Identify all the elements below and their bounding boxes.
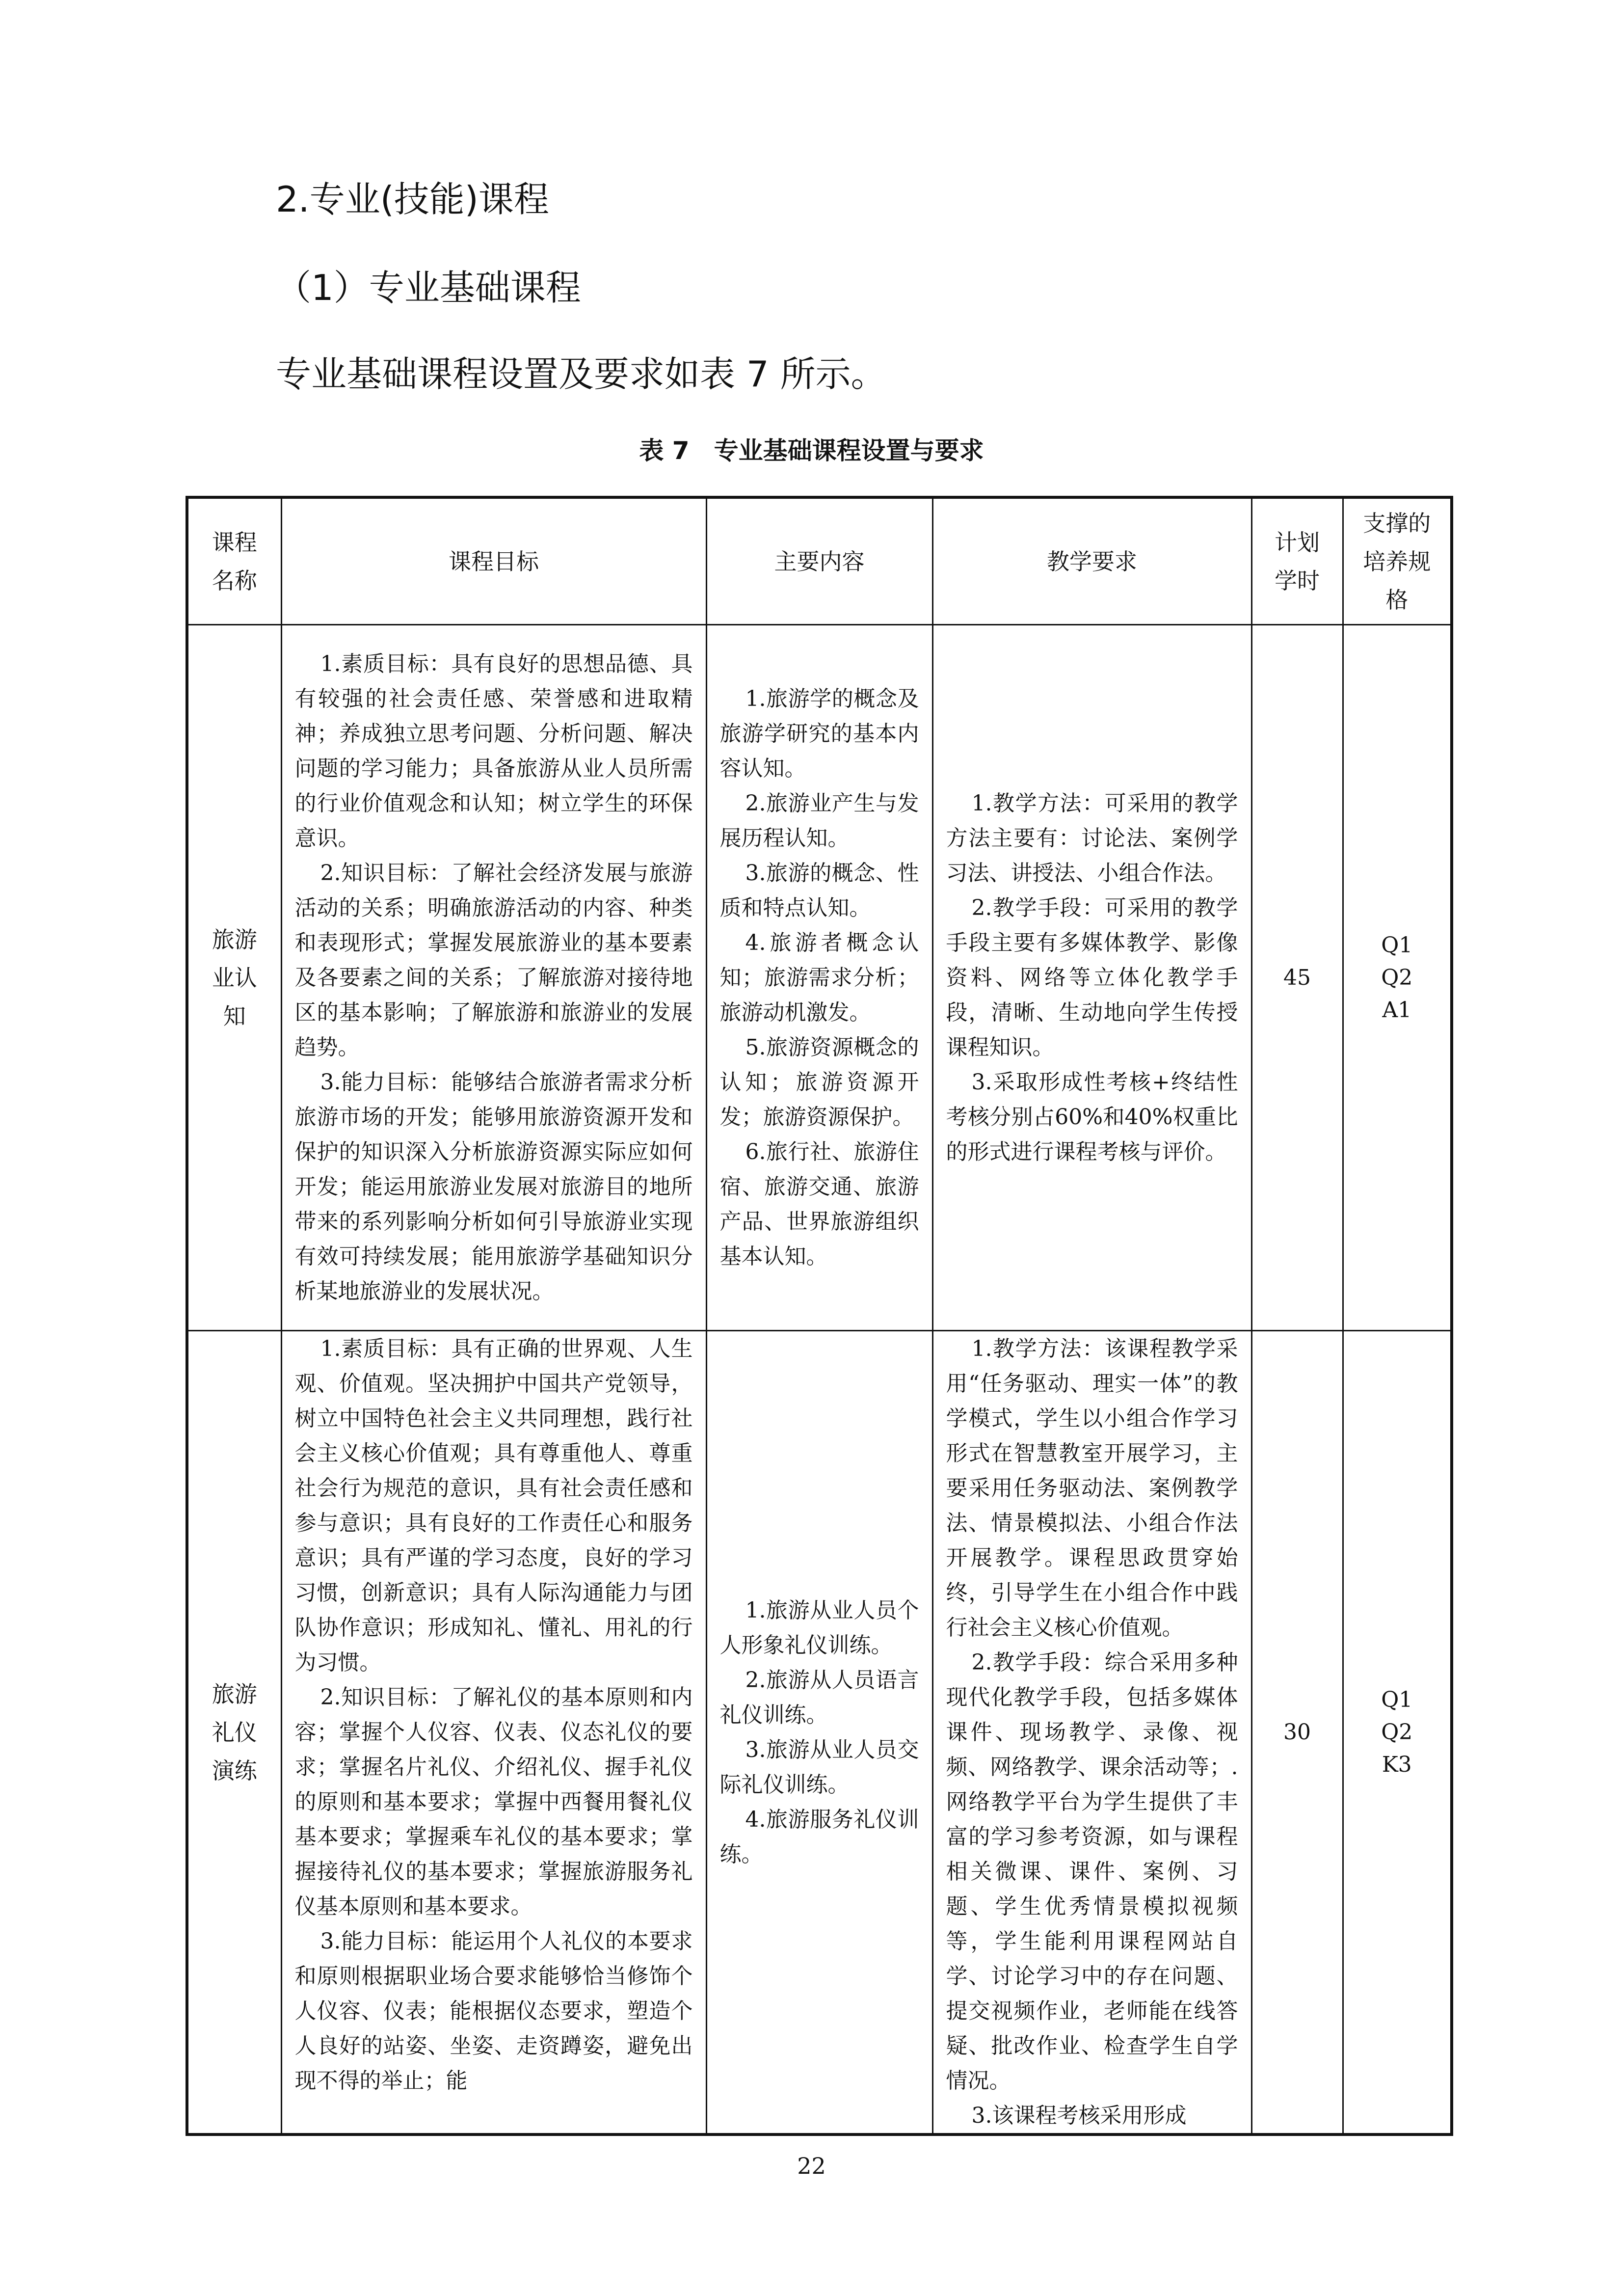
course-goal-cell [281,625,706,1331]
main-content-cell [706,1331,932,2135]
header-teaching-requirement: 教学要求 [932,497,1251,625]
content-item: 1.旅游从业人员个人形象礼仪训练。 [719,1597,919,1658]
teaching-requirement-cell [932,625,1251,1331]
spec-code: Q1 [1381,932,1413,958]
content-item: 5.旅游资源概念的认知；旅游资源开发；旅游资源保护。 [719,1035,919,1130]
goal-paragraph: 2.知识目标：了解礼仪的基本原则和内容；掌握个人仪容、仪表、仪态礼仪的要求；掌握名片礼仪、介绍礼仪、握手礼仪的原则和基本要求；掌握中西餐用餐礼仪基本要求；掌握乘车礼仪的基本要求；掌握接待礼仪的基本要求；掌握旅游服务礼仪基本原则和基本要求。 [294,1685,693,1919]
requirement-paragraph: 3.该课程考核采用形成 [971,2103,1187,2128]
spec-code: K3 [1382,1752,1412,1777]
table-row [187,1331,1452,2135]
planned-hours-cell: 30 [1251,1331,1343,2135]
goal-paragraph: 3.能力目标：能运用个人礼仪的本要求和原则根据职业场合要求能够恰当修饰个人仪容、仪表；能根据仪态要求，塑造个人良好的站姿、坐姿、走资蹲姿，避免出现不得的举止；能 [294,1929,693,2093]
content-item: 4.旅游者概念认知；旅游需求分析；旅游动机激发。 [719,930,919,1025]
content-item: 3.旅游从业人员交际礼仪训练。 [719,1737,919,1797]
main-content-cell [706,625,932,1331]
supported-spec-cell [1343,625,1452,1331]
requirement-paragraph: 2.教学手段：可采用的教学手段主要有多媒体教学、影像资料、网络等立体化教学手段，清晰、生动地向学生传授课程知识。 [946,895,1238,1060]
header-course-name: 课程名称 [187,497,281,625]
spec-code: Q2 [1381,965,1413,990]
intro-paragraph: 专业基础课程设置及要求如表 7 所示。 [276,353,886,395]
content-item: 1.旅游学的概念及旅游学研究的基本内容认知。 [719,686,919,781]
spec-code: A1 [1382,997,1412,1023]
requirement-paragraph: 1.教学方法：可采用的教学方法主要有：讨论法、案例学习法、讲授法、小组合作法。 [946,791,1238,886]
content-item: 2.旅游从人员语言礼仪训练。 [719,1667,919,1728]
planned-hours-cell: 45 [1251,625,1343,1331]
spec-code: Q1 [1381,1687,1413,1712]
supported-spec-cell [1343,1331,1452,2135]
teaching-requirement-cell [932,1331,1251,2135]
content-item: 2.旅游业产生与发展历程认知。 [719,791,919,851]
requirement-paragraph: 3.采取形成性考核+终结性考核分别占60%和40%权重比的形式进行课程考核与评价。 [946,1070,1238,1164]
table-caption: 表 7 专业基础课程设置与要求 [639,436,984,465]
course-name-cell: 旅游礼仪演练 [187,1331,281,2135]
header-course-goal: 课程目标 [281,497,706,625]
goal-paragraph: 2.知识目标：了解社会经济发展与旅游活动的关系；明确旅游活动的内容、种类和表现形式；掌握发展旅游业的基本要素及各要素之间的关系；了解旅游对接待地区的基本影响；了解旅游和旅游业的发展趋势。 [294,861,693,1060]
goal-paragraph: 1.素质目标：具有正确的世界观、人生观、价值观。坚决拥护中国共产党领导，树立中国特色社会主义共同理想，践行社会主义核心价值观；具有尊重他人、尊重社会行为规范的意识，具有社会责任感和参与意识；具有良好的工作责任心和服务意识；具有严谨的学习态度，良好的学习习惯，创新意识；具有人际沟通能力与团队协作意识；形成知礼、懂礼、用礼的行为习惯。 [294,1336,693,1675]
header-planned-hours: 计划学时 [1251,497,1343,625]
requirement-paragraph: 1.教学方法：该课程教学采用“任务驱动、理实一体”的教学模式，学生以小组合作学习形式在智慧教室开展学习，主要采用任务驱动法、案例教学法、情景模拟法、小组合作法开展教学。课程思政贯穿始终，引导学生在小组合作中践行社会主义核心价值观。 [946,1336,1238,1640]
header-main-content: 主要内容 [706,497,932,625]
header-supported-spec: 支撑的培养规格 [1343,497,1452,625]
goal-paragraph: 1.素质目标：具有良好的思想品德、具有较强的社会责任感、荣誉感和进取精神；养成独立思考问题、分析问题、解决问题的学习能力；具备旅游从业人员所需的行业价值观念和认知；树立学生的环保意识。 [294,651,693,851]
table-row [187,625,1452,1331]
section-heading: 2.专业(技能)课程 [276,179,549,220]
course-table [186,496,1453,2136]
spec-code: Q2 [1381,1719,1413,1745]
content-item: 4.旅游服务礼仪训练。 [719,1807,919,1867]
content-item: 3.旅游的概念、性质和特点认知。 [719,861,919,920]
course-name-cell: 旅游业认知 [187,625,281,1331]
goal-paragraph: 3.能力目标：能够结合旅游者需求分析旅游市场的开发；能够用旅游资源开发和保护的知识深入分析旅游资源实际应如何开发；能运用旅游业发展对旅游目的地所带来的系列影响分析如何引导旅游业实现有效可持续发展；能用旅游学基础知识分析某地旅游业的发展状况。 [294,1070,693,1304]
table-header-row [187,497,1452,625]
course-goal-cell [281,1331,706,2135]
subsection-heading: （1）专业基础课程 [276,267,581,308]
page-number: 22 [797,2153,826,2179]
content-item: 6.旅行社、旅游住宿、旅游交通、旅游产品、世界旅游组织基本认知。 [719,1139,919,1269]
requirement-paragraph: 2.教学手段：综合采用多种现代化教学手段，包括多媒体课件、现场教学、录像、视频、网络教学、课余活动等；.网络教学平台为学生提供了丰富的学习参考资源，如与课程相关微课、课件、案例、习题、学生优秀情景模拟视频等，学生能利用课程网站自学、讨论学习中的存在问题、提交视频作业，老师能在线答疑、批改作业、检查学生自学情况。 [946,1650,1238,2093]
